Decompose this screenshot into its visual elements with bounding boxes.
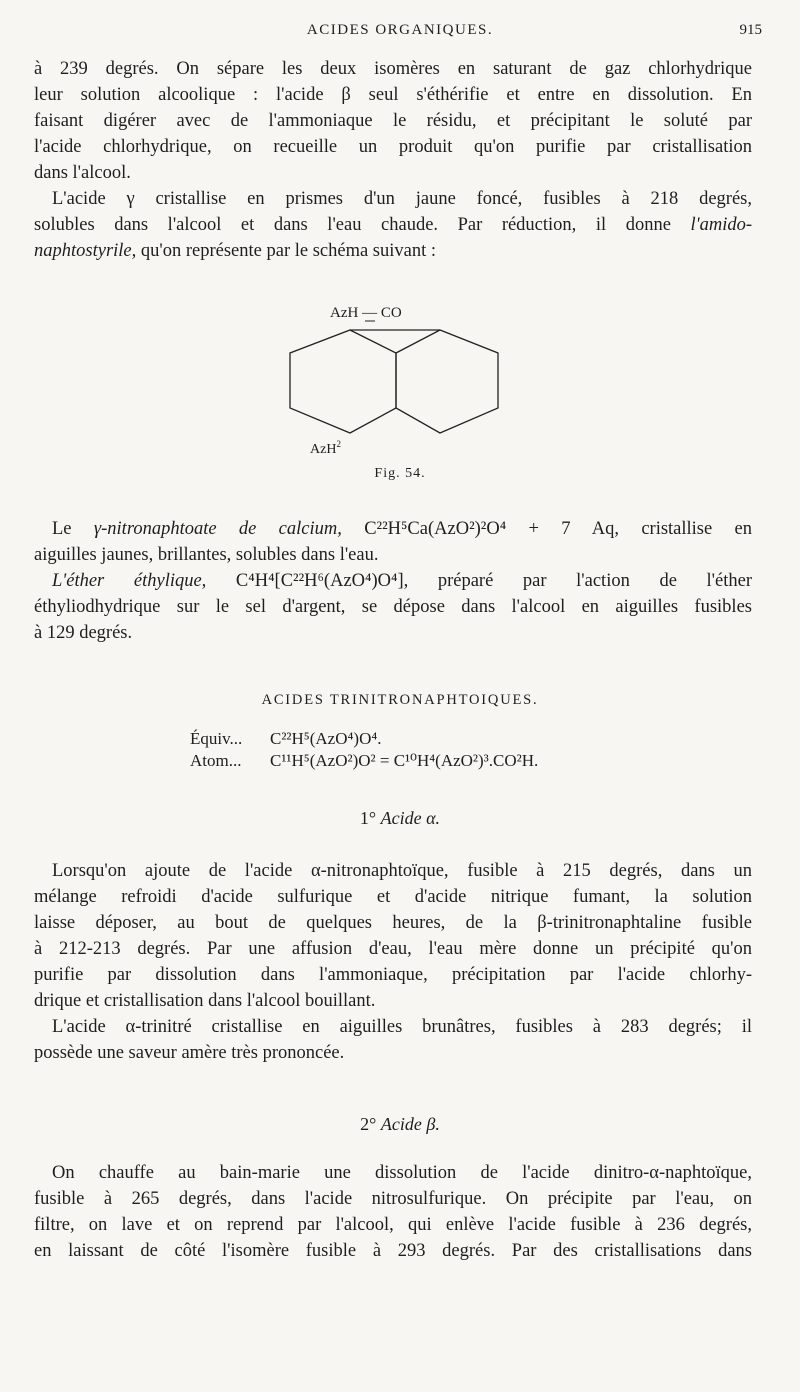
text-line: faisant digérer avec de l'ammoniaque le résidu, et précipitant le soluté par: [34, 111, 752, 131]
text-line: L'acide γ cristallise en prismes d'un jaune foncé, fusibles à 218 degrés,: [52, 189, 752, 209]
atom-label: Atom...: [190, 751, 242, 770]
chemical-formula: C⁴H⁴[C²²H⁶(AzO⁴)O⁴],: [206, 571, 409, 591]
chemical-structure-figure: [250, 293, 530, 493]
text-line: L'acide α-trinitré cristallise en aiguilles brunâtres, fusibles à 283 degrés; il: [52, 1017, 752, 1037]
formula-block: [190, 728, 538, 772]
top-label: AzH — CO: [330, 305, 402, 321]
text-line: l'acide chlorhydrique, on recueille un produit qu'on purifie par cristallisation: [34, 137, 752, 157]
text-line: On chauffe au bain-marie une dissolution de l'acide dinitro-α-naphtoïque,: [52, 1163, 752, 1183]
running-title: ACIDES ORGANIQUES.: [306, 22, 494, 38]
paragraph-1: [34, 56, 752, 186]
text-line: en laissant de côté l'isomère fusible à 293 degrés. Par des cristallisations dans: [34, 1241, 752, 1261]
italic-term: γ-nitronaphtoate de calcium,: [93, 519, 342, 539]
paragraph-2: [34, 186, 752, 264]
paragraph-5: [34, 858, 752, 1014]
equiv-label: Équiv...: [190, 729, 243, 748]
text-line: possède une saveur amère très prononcée.: [34, 1043, 345, 1063]
text-line: leur solution alcoolique : l'acide β seul s'éthérifie et entre en dissolution. En: [34, 85, 752, 105]
text-line: aiguilles jaunes, brillantes, solubles dans l'eau.: [34, 545, 379, 565]
subsection-title-2: [0, 1114, 800, 1135]
italic-term: naphtostyrile,: [34, 241, 137, 261]
equiv-row: [190, 728, 538, 750]
paragraph-7: [34, 1160, 752, 1264]
text-line: Lorsqu'on ajoute de l'acide α-nitronaphtoïque, fusible à 215 degrés, dans un: [52, 861, 752, 881]
text-line: dans l'alcool.: [34, 163, 131, 183]
equiv-formula: C²²H⁵(AzO⁴)O⁴.: [270, 729, 382, 748]
text-line: purifie par dissolution dans l'ammoniaque, précipitation par l'acide chlorhy-: [34, 965, 752, 985]
text-line: [34, 212, 752, 238]
subsection-number: 1°: [359, 808, 377, 828]
italic-term: l'amido-: [690, 215, 752, 235]
paragraph-3: [34, 516, 752, 568]
text-line: [34, 516, 752, 542]
text-run: Le: [52, 519, 94, 539]
bottom-label: AzH$^2$: [310, 439, 341, 457]
text-run: solubles dans l'alcool et dans l'eau chaude. Par réduction, il donne: [34, 215, 691, 235]
subsection-name: Acide β.: [380, 1114, 440, 1134]
text-line: [34, 568, 752, 594]
text-line: [34, 238, 752, 264]
subsection-name: Acide α.: [380, 808, 441, 828]
subsection-number: 2°: [360, 1114, 377, 1134]
italic-term: L'éther éthylique,: [52, 571, 207, 591]
text-line: laisse déposer, au bout de quelques heures, de la β-trinitronaphtaline fusible: [34, 913, 752, 933]
left-ring: [290, 330, 396, 433]
page-number: 915: [739, 22, 762, 38]
text-line: à 212-213 degrés. Par une affusion d'eau, l'eau mère donne un précipité qu'on: [34, 939, 752, 959]
naphthostyril-diagram: [250, 293, 530, 463]
paragraph-4: [34, 568, 752, 646]
text-run: cristallise en: [619, 519, 752, 539]
text-line: à 129 degrés.: [34, 623, 133, 643]
figure-caption: Fig. 54.: [374, 466, 426, 481]
section-title: ACIDES TRINITRONAPHTOIQUES.: [261, 692, 539, 708]
text-line: mélange refroidi d'acide sulfurique et d'acide nitrique fumant, la solution: [34, 887, 752, 907]
text-line: à 239 degrés. On sépare les deux isomères en saturant de gaz chlorhydrique: [34, 59, 752, 79]
paragraph-6: [34, 1014, 752, 1066]
right-ring: [396, 330, 498, 433]
atom-formula: C¹¹H⁵(AzO²)O² = C¹⁰H⁴(AzO²)³.CO²H.: [270, 751, 539, 770]
chemical-formula: C²²H⁵Ca(AzO²)²O⁴ + 7 Aq,: [341, 519, 619, 539]
running-head: [34, 22, 766, 46]
text-line: filtre, on lave et on reprend par l'alcool, qui enlève l'acide fusible à 236 degrés,: [34, 1215, 752, 1235]
text-line: drique et cristallisation dans l'alcool bouillant.: [34, 991, 376, 1011]
subsection-title-1: [0, 808, 800, 829]
text-run: qu'on représente par le schéma suivant :: [136, 241, 437, 261]
text-line: fusible à 265 degrés, dans l'acide nitrosulfurique. On précipite par l'eau, on: [34, 1189, 752, 1209]
text-line: éthyliodhydrique sur le sel d'argent, se dépose dans l'alcool en aiguilles fusibles: [34, 597, 752, 617]
text-run: préparé par l'action de l'éther: [408, 571, 752, 591]
atom-row: [190, 750, 538, 772]
